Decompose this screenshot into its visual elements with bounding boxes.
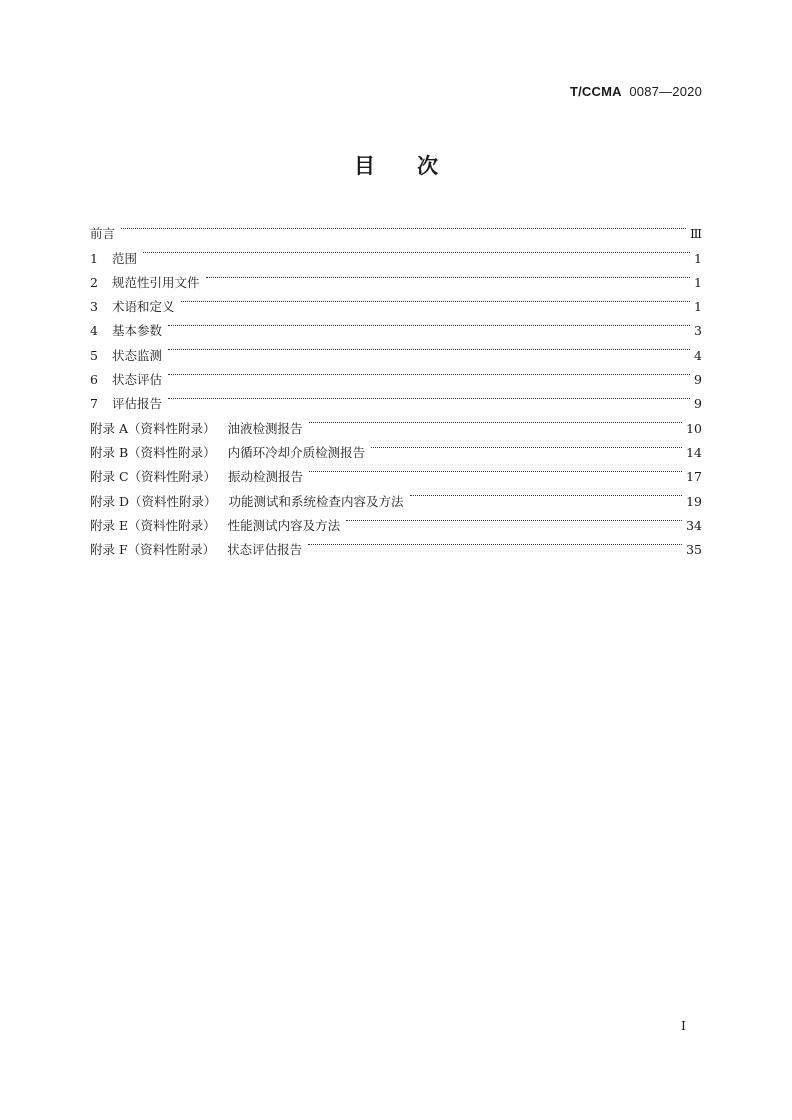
toc-leader-dots xyxy=(121,214,686,238)
toc-entry-page: Ⅲ xyxy=(689,226,702,242)
toc-entry-number: 5 xyxy=(90,347,98,363)
toc-entry-label: 内循环冷却介质检测报告 xyxy=(227,444,366,460)
table-of-contents xyxy=(90,214,702,558)
toc-entry-page: 3 xyxy=(694,323,702,339)
toc-entry-number: 1 xyxy=(90,250,98,266)
page-title: 目次 xyxy=(354,154,480,178)
appendix-prefix: 附录 C（资料性附录） xyxy=(90,469,217,485)
toc-leader-dots xyxy=(168,335,690,359)
toc-leader-dots xyxy=(168,384,690,408)
toc-entry-number: 3 xyxy=(90,299,98,315)
standard-number xyxy=(570,84,702,99)
toc-entry-label: 振动检测报告 xyxy=(228,469,304,485)
toc-entry-page: 19 xyxy=(686,493,702,509)
toc-leader-dots xyxy=(346,506,682,530)
toc-leader-dots xyxy=(168,311,690,335)
toc-entry-number: 6 xyxy=(90,372,98,388)
toc-entry-label: 前言 xyxy=(90,226,116,242)
toc-entry-7[interactable] xyxy=(90,384,702,412)
toc-entry-label: 油液检测报告 xyxy=(227,420,303,436)
toc-leader-dots xyxy=(371,433,682,457)
toc-entry-label: 规范性引用文件 xyxy=(112,274,200,290)
toc-entry-6[interactable] xyxy=(90,360,702,388)
toc-entry-page: 1 xyxy=(694,299,702,315)
toc-entry-2[interactable] xyxy=(90,263,702,290)
toc-leader-dots xyxy=(168,360,690,384)
toc-entry-page: 1 xyxy=(694,274,702,290)
toc-entry-page: 10 xyxy=(686,420,702,436)
toc-entry-label: 状态监测 xyxy=(112,347,163,363)
appendix-prefix: 附录 F（资料性附录） xyxy=(90,542,216,558)
toc-entry-appendix-a[interactable] xyxy=(90,408,702,436)
toc-entry-page: 9 xyxy=(694,372,702,388)
toc-entry-label: 状态评估报告 xyxy=(227,542,303,558)
toc-entry-1[interactable] xyxy=(90,238,702,266)
appendix-prefix: 附录 D（资料性附录） xyxy=(90,493,217,509)
toc-entry-label: 术语和定义 xyxy=(112,299,175,315)
toc-entry-3[interactable] xyxy=(90,287,702,315)
toc-leader-dots xyxy=(410,481,683,505)
toc-entry-page: 4 xyxy=(694,347,702,363)
toc-entry-page: 14 xyxy=(686,444,702,460)
toc-entry-label: 功能测试和系统检查内容及方法 xyxy=(228,493,404,509)
toc-entry-number: 2 xyxy=(90,274,98,290)
toc-entry-page: 17 xyxy=(686,469,702,485)
toc-entry-label: 状态评估 xyxy=(112,372,163,388)
appendix-prefix: 附录 B（资料性附录） xyxy=(90,444,216,460)
appendix-prefix: 附录 A（资料性附录） xyxy=(90,420,216,436)
toc-entry-number: 4 xyxy=(90,323,98,339)
toc-entry-label: 范围 xyxy=(112,250,138,266)
toc-leader-dots xyxy=(309,457,682,481)
toc-entry-5[interactable] xyxy=(90,335,702,363)
toc-entry-foreword[interactable] xyxy=(90,214,702,242)
toc-entry-page: 1 xyxy=(694,250,702,266)
standard-code: 0087—2020 xyxy=(629,84,702,99)
toc-leader-dots xyxy=(309,408,683,432)
toc-entry-number: 7 xyxy=(90,396,98,412)
standard-prefix: T/CCMA xyxy=(569,84,622,99)
toc-entry-page: 35 xyxy=(686,542,702,558)
toc-leader-dots xyxy=(143,238,690,262)
appendix-prefix: 附录 E（资料性附录） xyxy=(90,517,216,533)
toc-entry-label: 基本参数 xyxy=(112,323,163,339)
toc-leader-dots xyxy=(206,263,691,287)
toc-entry-page: 9 xyxy=(694,396,702,412)
toc-entry-label: 性能测试内容及方法 xyxy=(227,517,341,533)
toc-leader-dots xyxy=(308,530,682,554)
toc-entry-page: 34 xyxy=(686,517,702,533)
toc-entry-label: 评估报告 xyxy=(112,396,163,412)
toc-leader-dots xyxy=(181,287,691,311)
page-number: I xyxy=(681,1018,686,1033)
toc-entry-4[interactable] xyxy=(90,311,702,339)
